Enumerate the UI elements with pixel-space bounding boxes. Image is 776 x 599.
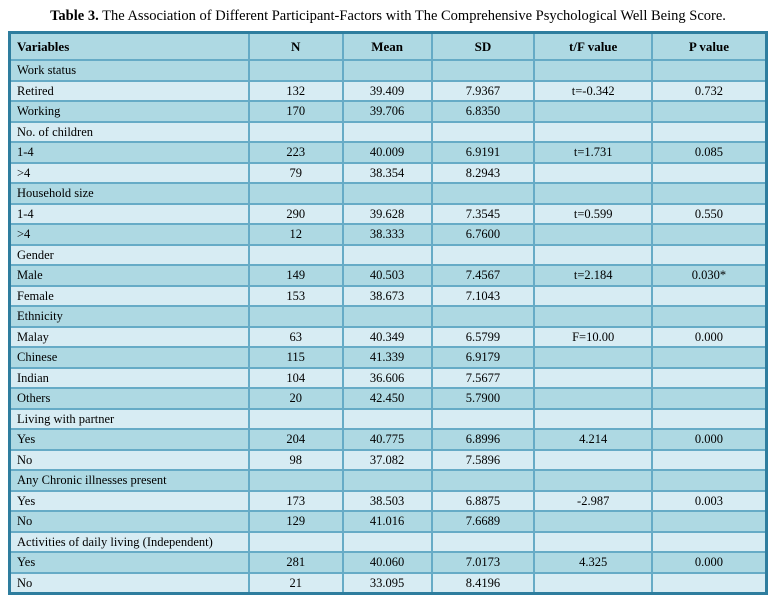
variable-cell: Activities of daily living (Independent)	[10, 532, 249, 553]
category-row	[10, 60, 767, 81]
sd-cell: 6.5799	[432, 327, 535, 348]
sd-cell	[432, 532, 535, 553]
n-cell: 132	[249, 81, 343, 102]
sd-cell: 6.7600	[432, 224, 535, 245]
variable-cell: Living with partner	[10, 409, 249, 430]
tf-value-cell: 4.214	[534, 429, 652, 450]
n-cell: 20	[249, 388, 343, 409]
participant-factors-table	[8, 31, 768, 595]
column-header: t/F value	[534, 33, 652, 61]
table-caption-text: The Association of Different Participant-Factors with The Comprehensive Psychological Well Being Score.	[98, 8, 726, 24]
n-cell: 173	[249, 491, 343, 512]
tf-value-cell	[534, 122, 652, 143]
n-cell	[249, 183, 343, 204]
variable-cell: Indian	[10, 368, 249, 389]
variable-cell: Female	[10, 286, 249, 307]
tf-value-cell: t=1.731	[534, 142, 652, 163]
p-value-cell	[652, 532, 767, 553]
variable-cell: Household size	[10, 183, 249, 204]
data-row	[10, 368, 767, 389]
variable-cell: >4	[10, 224, 249, 245]
header-row	[10, 33, 767, 61]
mean-cell: 39.706	[343, 101, 432, 122]
p-value-cell	[652, 347, 767, 368]
mean-cell: 40.009	[343, 142, 432, 163]
n-cell: 153	[249, 286, 343, 307]
sd-cell: 8.2943	[432, 163, 535, 184]
sd-cell: 6.9179	[432, 347, 535, 368]
data-row	[10, 552, 767, 573]
sd-cell: 6.8875	[432, 491, 535, 512]
variable-cell: Gender	[10, 245, 249, 266]
p-value-cell	[652, 245, 767, 266]
data-row	[10, 491, 767, 512]
p-value-cell	[652, 409, 767, 430]
variable-cell: Any Chronic illnesses present	[10, 470, 249, 491]
variable-cell: 1-4	[10, 204, 249, 225]
sd-cell: 6.8996	[432, 429, 535, 450]
sd-cell: 6.8350	[432, 101, 535, 122]
table-body	[10, 60, 767, 594]
tf-value-cell: t=0.599	[534, 204, 652, 225]
sd-cell	[432, 60, 535, 81]
p-value-cell: 0.000	[652, 327, 767, 348]
n-cell	[249, 470, 343, 491]
data-row	[10, 204, 767, 225]
mean-cell: 33.095	[343, 573, 432, 594]
p-value-cell: 0.030*	[652, 265, 767, 286]
mean-cell: 36.606	[343, 368, 432, 389]
sd-cell	[432, 122, 535, 143]
n-cell	[249, 245, 343, 266]
p-value-cell	[652, 368, 767, 389]
p-value-cell	[652, 163, 767, 184]
variable-cell: Male	[10, 265, 249, 286]
tf-value-cell	[534, 368, 652, 389]
column-header: Variables	[10, 33, 249, 61]
mean-cell	[343, 306, 432, 327]
n-cell: 290	[249, 204, 343, 225]
n-cell	[249, 409, 343, 430]
mean-cell: 39.628	[343, 204, 432, 225]
tf-value-cell	[534, 573, 652, 594]
mean-cell: 40.349	[343, 327, 432, 348]
table-caption-number: Table 3.	[50, 8, 99, 24]
sd-cell: 7.5677	[432, 368, 535, 389]
category-row	[10, 245, 767, 266]
variable-cell: >4	[10, 163, 249, 184]
tf-value-cell: F=10.00	[534, 327, 652, 348]
mean-cell	[343, 183, 432, 204]
mean-cell	[343, 245, 432, 266]
mean-cell: 38.333	[343, 224, 432, 245]
variable-cell: 1-4	[10, 142, 249, 163]
mean-cell: 37.082	[343, 450, 432, 471]
mean-cell	[343, 532, 432, 553]
tf-value-cell	[534, 286, 652, 307]
sd-cell	[432, 306, 535, 327]
data-row	[10, 101, 767, 122]
n-cell: 281	[249, 552, 343, 573]
sd-cell: 7.0173	[432, 552, 535, 573]
p-value-cell	[652, 101, 767, 122]
p-value-cell: 0.003	[652, 491, 767, 512]
n-cell: 63	[249, 327, 343, 348]
mean-cell: 38.503	[343, 491, 432, 512]
n-cell	[249, 122, 343, 143]
tf-value-cell	[534, 306, 652, 327]
variable-cell: Ethnicity	[10, 306, 249, 327]
category-row	[10, 183, 767, 204]
tf-value-cell	[534, 470, 652, 491]
variable-cell: Yes	[10, 552, 249, 573]
p-value-cell	[652, 286, 767, 307]
mean-cell	[343, 60, 432, 81]
variable-cell: Retired	[10, 81, 249, 102]
p-value-cell	[652, 511, 767, 532]
mean-cell: 42.450	[343, 388, 432, 409]
sd-cell: 6.9191	[432, 142, 535, 163]
variable-cell: Yes	[10, 491, 249, 512]
tf-value-cell	[534, 183, 652, 204]
column-header: Mean	[343, 33, 432, 61]
category-row	[10, 122, 767, 143]
n-cell: 129	[249, 511, 343, 532]
tf-value-cell: -2.987	[534, 491, 652, 512]
mean-cell	[343, 122, 432, 143]
sd-cell: 7.1043	[432, 286, 535, 307]
p-value-cell	[652, 224, 767, 245]
column-header: SD	[432, 33, 535, 61]
p-value-cell	[652, 306, 767, 327]
tf-value-cell	[534, 511, 652, 532]
mean-cell	[343, 409, 432, 430]
n-cell: 12	[249, 224, 343, 245]
p-value-cell: 0.000	[652, 429, 767, 450]
variable-cell: No	[10, 450, 249, 471]
sd-cell	[432, 245, 535, 266]
tf-value-cell	[534, 163, 652, 184]
p-value-cell	[652, 470, 767, 491]
data-row	[10, 142, 767, 163]
sd-cell	[432, 409, 535, 430]
variable-cell: Chinese	[10, 347, 249, 368]
table-caption	[8, 5, 768, 31]
variable-cell: No	[10, 573, 249, 594]
n-cell: 149	[249, 265, 343, 286]
n-cell: 104	[249, 368, 343, 389]
p-value-cell	[652, 450, 767, 471]
n-cell: 21	[249, 573, 343, 594]
sd-cell: 7.6689	[432, 511, 535, 532]
p-value-cell	[652, 60, 767, 81]
n-cell	[249, 532, 343, 553]
tf-value-cell: t=2.184	[534, 265, 652, 286]
data-row	[10, 450, 767, 471]
category-row	[10, 532, 767, 553]
sd-cell: 7.4567	[432, 265, 535, 286]
mean-cell: 39.409	[343, 81, 432, 102]
p-value-cell	[652, 573, 767, 594]
variable-cell: Working	[10, 101, 249, 122]
sd-cell	[432, 470, 535, 491]
tf-value-cell: t=-0.342	[534, 81, 652, 102]
tf-value-cell	[534, 532, 652, 553]
sd-cell	[432, 183, 535, 204]
p-value-cell: 0.550	[652, 204, 767, 225]
variable-cell: Yes	[10, 429, 249, 450]
mean-cell: 40.503	[343, 265, 432, 286]
variable-cell: No	[10, 511, 249, 532]
n-cell: 170	[249, 101, 343, 122]
p-value-cell: 0.000	[652, 552, 767, 573]
category-row	[10, 409, 767, 430]
tf-value-cell	[534, 101, 652, 122]
mean-cell	[343, 470, 432, 491]
variable-cell: Malay	[10, 327, 249, 348]
sd-cell: 7.3545	[432, 204, 535, 225]
data-row	[10, 265, 767, 286]
data-row	[10, 388, 767, 409]
mean-cell: 40.060	[343, 552, 432, 573]
n-cell	[249, 306, 343, 327]
sd-cell: 8.4196	[432, 573, 535, 594]
n-cell: 98	[249, 450, 343, 471]
data-row	[10, 163, 767, 184]
n-cell: 79	[249, 163, 343, 184]
p-value-cell	[652, 183, 767, 204]
n-cell: 204	[249, 429, 343, 450]
tf-value-cell	[534, 245, 652, 266]
tf-value-cell	[534, 450, 652, 471]
tf-value-cell	[534, 60, 652, 81]
column-header: P value	[652, 33, 767, 61]
tf-value-cell	[534, 224, 652, 245]
sd-cell: 7.9367	[432, 81, 535, 102]
n-cell: 115	[249, 347, 343, 368]
category-row	[10, 470, 767, 491]
sd-cell: 5.7900	[432, 388, 535, 409]
variable-cell: Others	[10, 388, 249, 409]
table-header	[10, 33, 767, 61]
n-cell	[249, 60, 343, 81]
tf-value-cell	[534, 409, 652, 430]
data-row	[10, 327, 767, 348]
data-row	[10, 573, 767, 594]
mean-cell: 41.016	[343, 511, 432, 532]
variable-cell: Work status	[10, 60, 249, 81]
data-row	[10, 81, 767, 102]
category-row	[10, 306, 767, 327]
mean-cell: 41.339	[343, 347, 432, 368]
mean-cell: 38.354	[343, 163, 432, 184]
data-row	[10, 286, 767, 307]
p-value-cell	[652, 388, 767, 409]
data-row	[10, 224, 767, 245]
variable-cell: No. of children	[10, 122, 249, 143]
mean-cell: 40.775	[343, 429, 432, 450]
data-row	[10, 347, 767, 368]
mean-cell: 38.673	[343, 286, 432, 307]
column-header: N	[249, 33, 343, 61]
n-cell: 223	[249, 142, 343, 163]
p-value-cell: 0.732	[652, 81, 767, 102]
data-row	[10, 429, 767, 450]
p-value-cell	[652, 122, 767, 143]
tf-value-cell	[534, 388, 652, 409]
tf-value-cell	[534, 347, 652, 368]
p-value-cell: 0.085	[652, 142, 767, 163]
tf-value-cell: 4.325	[534, 552, 652, 573]
data-row	[10, 511, 767, 532]
sd-cell: 7.5896	[432, 450, 535, 471]
